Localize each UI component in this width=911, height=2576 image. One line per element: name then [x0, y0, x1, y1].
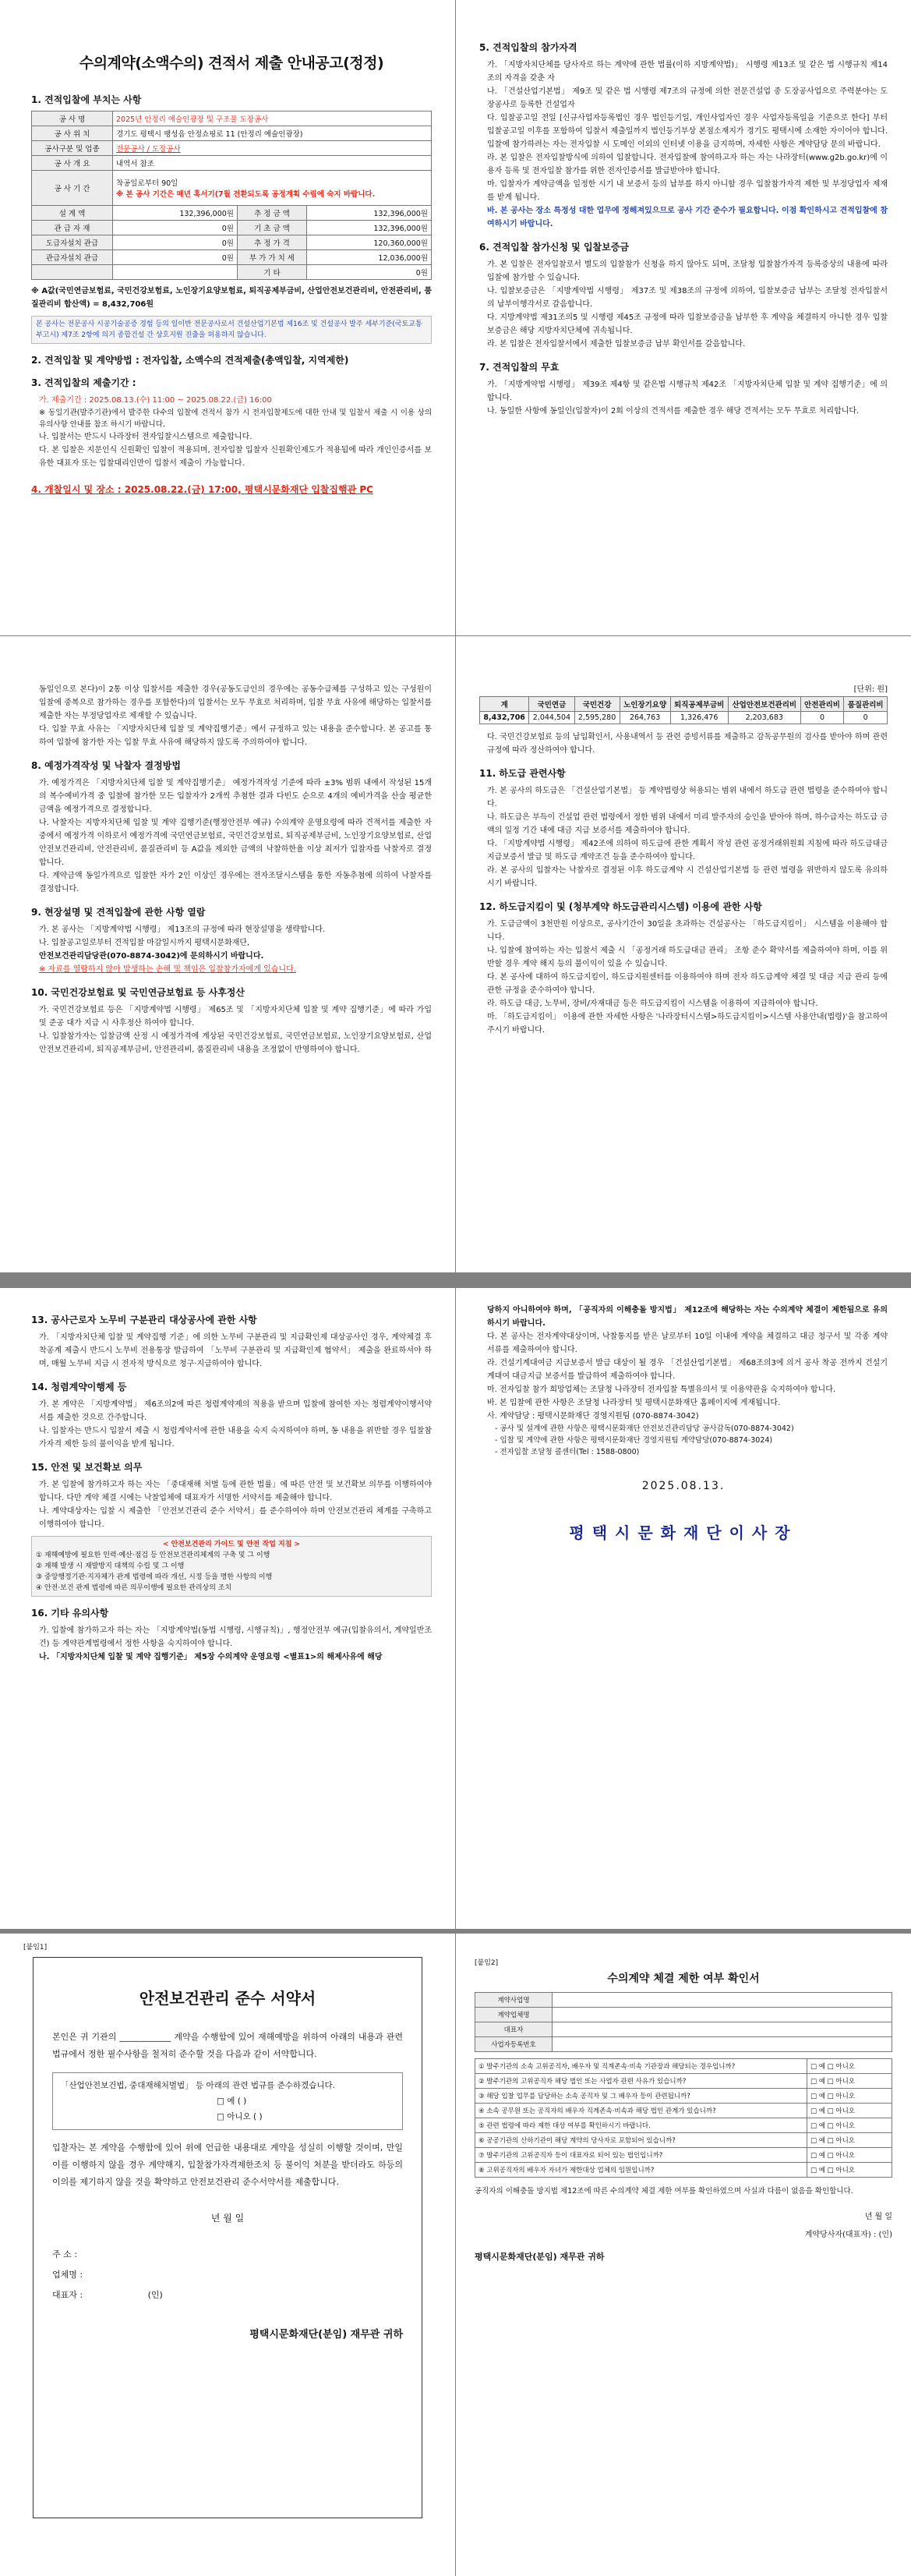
table-label: 공 사 위 치 — [32, 126, 113, 141]
contact-line: - 전자입찰 조달청 콜센터(Tel : 1588-0800) — [495, 1448, 640, 1456]
company-field[interactable]: 업체명 : — [52, 2270, 83, 2280]
body-text: 가. 예정가격은 「지방자치단체 입찰 및 계약집행기준」 예정가격작성 기준에 따라 ±3% 범위 내에서 작성된 15개의 복수예비가격 중 입찰에 참가한 모든 입찰자가 2개씩 추첨한 결과 다빈도 순으로 4개의 예비가격을 산술 평균한 금액을 예정가격으로 결정합니다. — [39, 779, 432, 814]
yes-no-choice[interactable]: □ 예 □ 아니오 — [807, 2118, 892, 2133]
section-heading: 2. 견적입찰 및 계약방법 : 전자입찰, 소액수의 견적제출(총액입찰, 지역제한) — [31, 355, 349, 366]
section-heading: 13. 공사근로자 노무비 구분관리 대상공사에 관한 사항 — [31, 1315, 257, 1325]
document-title: 수의계약(소액수의) 견적서 제출 안내공고(정정) — [79, 55, 384, 72]
table-value: 12,036,000원 — [306, 250, 431, 265]
table-label: 기 초 금 액 — [237, 221, 306, 235]
section-heading: 16. 기타 유의사항 — [31, 1608, 109, 1619]
representative-field[interactable]: 대표자 : — [52, 2290, 83, 2300]
table-input[interactable] — [553, 2008, 892, 2022]
body-text: 가. 「지방자치단체 입찰 및 계약집행 기준」에 의한 노무비 구분관리 및 지급확인제 대상공사인 경우, 계약체결 후 착공계 제출시 반드시 노무비 전용통장 발급하여 「노무비 구분관리 및 지급확인제 협약서」 제출을 완료하셔야 하며, 매월 노무비 지급 시 전자적 방식으로 청구·지급하여야 합니다. — [39, 1333, 432, 1368]
no-checkbox[interactable]: □ 아니오 ( ) — [217, 2112, 263, 2121]
organization-name: 평택시문화재단이사장 — [569, 1523, 798, 1542]
yes-checkbox[interactable]: □ 예 ( ) — [217, 2097, 247, 2106]
table-value: 내역서 참조 — [113, 156, 432, 171]
body-text: 바. 본 공사는 장소 특정성 대한 업무에 정해져있으므로 공사 기간 준수가 필요합니다. 이점 확인하시고 견적입찰에 참여하시기 바랍니다. — [487, 207, 888, 228]
body-text: 마. 입찰자가 계약금액을 일정한 시기 내 보증서 등의 납부를 하지 아니할 경우 입찰참가자격 제한 및 부정당업자 제재를 받게 됩니다. — [487, 180, 888, 202]
table-cell: 0 — [800, 712, 844, 724]
yes-no-choice[interactable]: □ 예 □ 아니오 — [807, 2163, 892, 2178]
table-header: 국민건강 — [574, 697, 620, 712]
table-value: 120,360,000원 — [306, 235, 431, 250]
body-text: 라. 본 입찰은 전자입찰방식에 의하여 입찰합니다. 전자입찰에 참여하고자 하는 자는 나라장터(www.g2b.go.kr)에 이용자 등록 및 전자입찰 참가를 위한 전자인증서를 발급받아야 합니다. — [487, 154, 888, 175]
table-label: 관급자설치 관급 — [32, 250, 113, 265]
bid-info-table — [31, 111, 432, 280]
pledge-form — [33, 1957, 422, 2518]
section-heading: 14. 청렴계약이행제 등 — [31, 1382, 127, 1392]
addressee: 평택시문화재단(분임) 재무관 귀하 — [475, 2252, 605, 2262]
pledge-body-2: 입찰자는 본 계약을 수행함에 있어 위에 언급한 내용대로 계약을 성실히 이행할 것이며, 만일 이를 이행하지 않을 경우 계약해지, 입찰참가자격제한조치 등 불이익 처분을 받더라도 하등의 이의를 제기하지 않을 것을 확약하고 안전보건관리 준수서약서를 제출합니다. — [52, 2143, 403, 2187]
signature-line[interactable]: 계약당사자(대표자) : (인) — [804, 2231, 892, 2239]
body-text: 가. 국민건강보험료 등은 「지방계약법 시행령」 제65조 및 「지방자치단체 입찰 및 계약 집행기준」에 따라 가입 및 준공 대가 지급 시 사후정산 하여야 합니다. — [39, 1006, 432, 1028]
body-text: 바. 본 입찰에 관한 사항은 조달청 나라장터 및 평택시문화재단 홈페이지에 게재됩니다. — [487, 1399, 781, 1407]
table-label: 계약업체명 — [475, 2008, 553, 2022]
body-text: 가. 본 계약은 「지방계약법」 제6조의2에 따른 청렴계약제의 적용을 받으며 입찰에 참여한 자는 청렴계약이행서약서를 제출한 것으로 간주합니다. — [39, 1400, 432, 1422]
yes-no-choice[interactable]: □ 예 □ 아니오 — [807, 2133, 892, 2148]
restriction-item: ⑤ 관련 법령에 따라 제한 대상 여부를 확인하시기 바랍니다. — [475, 2118, 807, 2133]
body-text: 다. 본 공사는 전자계약대상이며, 낙찰통지를 받은 날로부터 10일 이내에 계약을 체결하고 대금 청구서 및 각종 계약 서류를 제출하여야 합니다. — [487, 1332, 888, 1354]
table-input[interactable] — [553, 1993, 892, 2008]
contact-line: - 공사 및 설계에 관한 사항은 평택시문화재단 안전보건관리담당 공사감독(070-8874-3042) — [495, 1424, 794, 1433]
seal-mark: (인) — [147, 2290, 163, 2300]
table-value: 132,396,000원 — [306, 221, 431, 235]
box-item: ④ 안전·보건 관계 법령에 따른 의무이행에 필요한 관리상의 조치 — [36, 1584, 232, 1592]
yes-no-choice[interactable]: □ 예 □ 아니오 — [807, 2089, 892, 2104]
restriction-item: ⑧ 고위공직자의 배우자 자녀가 제한대상 업체의 임원입니까? — [475, 2163, 807, 2178]
table-label: 계약사업명 — [475, 1993, 553, 2008]
section-heading: 11. 하도급 관련사항 — [479, 768, 566, 779]
section-heading: 6. 견적입찰 참가신청 및 입찰보증금 — [479, 242, 629, 253]
table-label: 사업자등록번호 — [475, 2037, 553, 2052]
table-label: 설 계 액 — [32, 206, 113, 221]
body-text: 다. 계약금액 동일가격으로 입찰한 자가 2인 이상인 경우에는 전자조달시스템을 통한 자동추첨에 의하여 낙찰자를 결정합니다. — [39, 872, 432, 893]
date-line: 년 월 일 — [864, 2213, 892, 2221]
body-text: 마. 「하도급지킴이」 이용에 관한 자세한 사항은 '나라장터시스템>하도급지킴이>시스템 사용안내(법령)'을 참고하여 주시기 바랍니다. — [487, 1013, 888, 1035]
table-label: 도급자설치 관급 — [32, 235, 113, 250]
body-text: 라. 본 입찰은 전자입찰서에서 제출한 입찰보증금 납부 확인서를 갈음합니다. — [487, 340, 746, 349]
section-heading: 3. 견적입찰의 제출기간 : — [31, 377, 136, 388]
table-label: 추 정 금 액 — [237, 206, 306, 221]
table-cell: 2,203,683 — [728, 712, 800, 724]
section-heading: 1. 견적입찰에 부치는 사항 — [31, 94, 142, 105]
body-text: 나. 입찰보증금은 「지방계약법 시행령」 제37조 및 제38조의 규정에 의하여, 입찰보증금 납부는 조달청 전자입찰서의 납부이행각서로 갈음합니다. — [487, 287, 888, 309]
restriction-item: ⑥ 공공기관의 산하기관이 해당 계약의 당사자로 포함되어 있습니까? — [475, 2133, 807, 2148]
body-text: 가. 「지방자치단체를 당사자로 하는 계약에 관한 법률(이하 지방계약법)」 시행령 제13조 및 같은 법 시행규칙 제14조의 자격을 갖춘 자 — [487, 61, 888, 83]
addressee: 평택시문화재단(분임) 재무관 귀하 — [249, 2329, 403, 2341]
body-text: 사. 계약담당 : 평택시문화재단 경영지원팀 (070-8874-3042) — [487, 1412, 699, 1421]
body-text: 라. 건설기계대여금 지급보증서 발급 대상이 될 경우 「건설산업기본법」 제68조의3에 의거 공사 착공 전까지 건설기계대여 대금지급 보증서를 발급하여 제출하여야 합니다. — [487, 1359, 888, 1381]
body-text: 나. 입찰서는 반드시 나라장터 전자입찰시스템으로 제출합니다. — [39, 433, 252, 441]
body-text: 다. 입찰공고일 전일 [신규사업자등록법인 경우 법인등기일, 개인사업자인 경우 사업자등록일을 기준으로 한다] 부터 입찰공고일 이후를 포함하여 입찰서 제출일까지 법인등기부상 본점소재지가 경기도 평택시에 소재한 자이어야 합니다. 입찰에 참가하려는 자는 전자입찰 시 도메인 이외의 인터넷 이용을 금지하며, 자세한 사항은 계약담당 문의 바랍니다. — [487, 114, 888, 149]
body-text: 동일인으로 본다)이 2통 이상 입찰서를 제출한 경우(공동도급인의 경우에는 공동수급체를 구성하고 있는 구성원이 입찰에 중복으로 참가하는 경우를 포함한다)의 입찰서는 모두 무효로 처리하며, 입찰 무효 사유에 해당하는 입찰서를 제출한 자는 부정당업자로 제재할 수 있습니다. — [39, 685, 432, 720]
page-1 — [0, 0, 455, 635]
body-text: 가. 본 입찰에 참가하고자 하는 자는 「중대재해 처벌 등에 관한 법률」에 따른 안전 및 보건확보 의무를 이행하여야 합니다. 다만 계약 체결 시에는 낙찰업체에 대표자가 서명한 서약서를 제출해야 합니다. — [39, 1481, 432, 1502]
yes-no-choice[interactable]: □ 예 □ 아니오 — [807, 2074, 892, 2089]
body-text: 다. 본 공사에 대하여 하도급지킴이, 하도급지원센터를 이용하여야 하며 전자 하도급계약 체결 및 대금 지급 관리 등에 관한 규정을 준수하여야 합니다. — [487, 973, 888, 995]
table-header: 노인장기요양 — [620, 697, 670, 712]
table-input[interactable] — [553, 2037, 892, 2052]
body-text: ※ 동일기관(발주기관)에서 발주한 다수의 입찰에 견적서 참가 시 전자입찰제도에 대한 안내 및 입찰서 제출 시 이용 상의 유의사항 안내를 참조 하시기 바랍니다. — [39, 409, 432, 429]
table-cell: 264,763 — [620, 712, 670, 724]
body-text: 나. 「지방자치단체 입찰 및 계약 집행기준」 제5장 수의계약 운영요령 <별표1>의 해제사유에 해당 — [39, 1653, 383, 1661]
safety-guide-box — [31, 1536, 432, 1597]
table-header: 국민연금 — [529, 697, 574, 712]
body-text: 나. 하도급은 부득이 건설업 관련 법령에서 정한 범위 내에서 미리 발주자의 승인을 받아야 하며, 하수급자는 하도급 금액의 일정 기간 내에 대금 지급 보증서를 제출하여야 합니다. — [487, 813, 888, 835]
table-value — [113, 265, 238, 280]
table-value: 0원 — [306, 265, 431, 280]
body-text: 나. 동일한 사항에 동일인(입찰자)이 2회 이상의 견적서를 제출한 경우 해당 견적서는 모두 무효로 처리합니다. — [487, 407, 860, 416]
yes-no-choice[interactable]: □ 예 □ 아니오 — [807, 2148, 892, 2163]
table-value: 0원 — [113, 235, 238, 250]
page-7 — [0, 1934, 455, 2576]
a-value-line: ※ A값(국민연금보험료, 국민건강보험료, 노인장기요양보험료, 퇴직공제부금비, 산업안전보건관리비, 안전관리비, 품질관리비 합산액) = 8,432,706원 — [31, 287, 432, 309]
blue-note: 본 공사는 전문공사 시공기술공증 경험 등의 일이반 전문공사로서 건설산업기본법 제16조 및 건설공사 발주 세부기준(국토교통부고시) 제7조 2항에 의거 종합건설 간 상호지원 진출을 허용하지 않습니다. — [31, 316, 432, 344]
yes-no-choice[interactable]: □ 예 □ 아니오 — [807, 2104, 892, 2118]
section-heading: 10. 국민건강보험료 및 국민연금보험료 등 사후정산 — [31, 987, 245, 998]
table-label: 공사구분 및 업종 — [32, 141, 113, 156]
body-text: 라. 본 공사의 입찰자는 낙찰자로 결정된 이후 하도급계약 시 건설산업기본법 등 관련 법령을 위반하지 않도록 유의하시기 바랍니다. — [487, 866, 888, 888]
pledge-check-box — [52, 2072, 403, 2130]
body-text: 안전보건관리담당관(070-8874-3042)에 문의하시기 바랍니다. — [39, 952, 264, 961]
section-heading: 7. 견적입찰의 무효 — [479, 362, 560, 373]
pledge-title: 안전보건관리 준수 서약서 — [139, 1989, 316, 2008]
table-cell: 8,432,706 — [480, 712, 529, 724]
contact-line: - 입찰 및 계약에 관한 사항은 평택시문화재단 경영지원팀 계약담당(070-8874-3024) — [495, 1436, 773, 1445]
restriction-item: ⑦ 발주기관의 고위공직자 등이 대표자로 되어 있는 법인입니까? — [475, 2148, 807, 2163]
table-label: 공 사 개 요 — [32, 156, 113, 171]
table-value: 132,396,000원 — [113, 206, 238, 221]
table-label: 공 사 명 — [32, 111, 113, 126]
body-text: 다. 입찰 무효 사유는 「지방자치단체 입찰 및 계약집행기준」에서 규정하고 있는 내용을 준수합니다. 본 공고를 통하여 입찰에 참가한 자는 입찰 무효 사유에 해당하지 않도록 주의하여야 합니다. — [39, 725, 432, 747]
body-text: 가. 본 입찰은 전자입찰로서 별도의 입찰참가 신청을 하지 않아도 되며, 조달청 입찰참가자격 등록증상의 내용에 따라 입찰에 참가할 수 있습니다. — [487, 260, 888, 282]
page-6 — [456, 1288, 911, 1929]
unit-label: [단위: 원] — [853, 685, 888, 694]
restriction-table — [475, 2058, 892, 2178]
table-label: 대표자 — [475, 2022, 553, 2037]
yes-no-choice[interactable]: □ 예 □ 아니오 — [807, 2059, 892, 2074]
body-text: 다. 「지방계약법 시행령」 제42조에 의하여 하도급에 관한 계획서 작성 관련 공정거래위원회 지침에 따라 하도급대금 지급보증서 발급 및 하도급 계약조건 등을 준수하여야 합니다. — [487, 840, 888, 862]
table-header: 안전관리비 — [800, 697, 844, 712]
table-cell: 2,595,280 — [574, 712, 620, 724]
table-label: 관 급 자 재 — [32, 221, 113, 235]
page-4 — [456, 636, 911, 1272]
table-label: 추 정 가 격 — [237, 235, 306, 250]
page-5 — [0, 1288, 455, 1929]
body-text: 다. 국민건강보험료 등의 납입확인서, 사용내역서 등 관련 증빙서류를 제출하고 감독공무원의 검사를 받아야 하며 관련 규정에 따라 정산하여야 합니다. — [487, 733, 888, 755]
table-cell: 2,044,504 — [529, 712, 574, 724]
body-text: 다. 본 입찰은 지문인식 신원확인 입찰이 적용되며, 전자입찰 입찰자 신원확인제도가 적용됨에 따라 개인인증서를 보유한 대표자 또는 입찰대리인만이 입찰서 제출이 가능합니다. — [39, 446, 432, 468]
table-header: 품질관리비 — [844, 697, 888, 712]
attachment-label: [붙임2] — [475, 1959, 499, 1967]
body-text: 가. 입찰에 참가하고자 하는 자는 「지방계약법(동법 시행령, 시행규칙)」, 행정안전부 예규(입찰유의서, 계약일반조건) 등 계약관계법령에서 정한 사항을 숙지하여야 합니다. — [39, 1626, 432, 1648]
table-input[interactable] — [553, 2022, 892, 2037]
table-label: 부 가 가 치 세 — [237, 250, 306, 265]
body-text: 가. 도급금액이 3천만원 이상으로, 공사기간이 30일을 초과하는 건설공사는 「하도급지킴이」 시스템을 이용해야 합니다. — [487, 920, 888, 942]
body-text: 나. 계약대상자는 입찰 시 제출한 「안전보건관리 준수 서약서」를 준수하여야 하며 안전보건관리 체계를 구축하고 이행하여야 합니다. — [39, 1507, 432, 1529]
check-question: 「산업안전보건법, 중대재해처벌법」 등 아래의 관련 법규를 준수하겠습니다. — [61, 2081, 335, 2090]
page-8 — [456, 1934, 911, 2576]
body-text: 당하지 아니하여야 하며, 「공직자의 이해충돌 방지법」 제12조에 해당하는 자는 수의계약 체결이 제한됨으로 유의하시기 바랍니다. — [487, 1306, 888, 1328]
body-text: 나. 입찰공고일로부터 견적입찰 마감일시까지 평택시문화재단, — [39, 939, 250, 947]
address-field[interactable]: 주 소 : — [52, 2249, 77, 2259]
period-note: ※ 본 공사 기간은 매년 혹서기(7월 전환되도록 공정계획 수립에 숙지 바랍니다. — [116, 190, 376, 199]
table-label: 공 사 기 간 — [32, 171, 113, 206]
restriction-item: ④ 소속 공무원 또는 공직자의 배우자 직계존속·비속과 해당 법인 관계가 있습니까? — [475, 2104, 807, 2118]
period-text: 착공일로부터 90일 — [116, 179, 178, 188]
section-heading: 4. 개찰일시 및 장소 : 2025.08.22.(금) 17:00, 평택시문화재단 입찰집행관 PC — [31, 484, 373, 495]
box-item: ② 재해 발생 시 재발방지 대책의 수립 및 그 이행 — [36, 1562, 185, 1570]
section-heading: 9. 현장설명 및 견적입찰에 관한 사항 열람 — [31, 907, 206, 918]
table-header: 계 — [480, 697, 529, 712]
contract-info-table — [475, 1992, 892, 2052]
body-text: 나. 입찰참가자는 입찰금액 산정 시 예정가격에 계상된 국민건강보험료, 국민연금보험료, 노인장기요양보험료, 산업안전보건관리비, 퇴직공제부금비, 안전관리비, 품질관리비 내용을 조정없이 반영하여야 합니다. — [39, 1032, 432, 1054]
table-value: 132,396,000원 — [306, 206, 431, 221]
body-text: 나. 낙찰자는 지방자치단체 입찰 및 계약 집행기준(행정안전부 예규) 수의계약 운영요령에 따라 견적서를 제출한 자 중에서 예정가격 이하로서 예정가격에 국민연금보험료, 국민건강보험료, 퇴직공제부금비, 노인장기요양보험료, 산업안전보건관리비, 안전관리비, 품질관리비 등 A값을 제외한 금액의 낙찰하한율 이상 최저가 입찰자를 낙찰자로 결정합니다. — [39, 819, 432, 867]
submit-period: 가. 제출기간 : 2025.08.13.(수) 11:00 ~ 2025.08.22.(금) 16:00 — [39, 396, 272, 405]
section-heading: 5. 견적입찰의 참가자격 — [479, 42, 577, 53]
pledge-body: 본인은 귀 기관의 ____________ 계약을 수행함에 있어 재해예방을 위하여 아래의 내용과 관련 법규에서 정한 필수사항을 철저히 준수할 것을 다음과 같이 서약합니다. — [52, 2032, 403, 2059]
attachment-label: [붙임1] — [23, 1944, 48, 1951]
table-header: 퇴직공제부금비 — [670, 697, 728, 712]
table-value: 경기도 평택시 팽성읍 안정쇼핑로 11 (안정리 예술인광장) — [113, 126, 432, 141]
restriction-item: ② 발주기관의 고위공직자 해당 법인 또는 사업자 관련 사유가 있습니까? — [475, 2074, 807, 2089]
table-cell: 1,326,476 — [670, 712, 728, 724]
body-text: ※ 자료를 열람하지 않아 발생하는 손해 및 책임은 입찰참가자에게 있습니다. — [39, 965, 296, 974]
table-label — [32, 265, 113, 280]
section-heading: 8. 예정가격작성 및 낙찰자 결정방법 — [31, 760, 181, 771]
restriction-item: ③ 해당 입찰 업무를 담당하는 소속 공직자 및 그 배우자 등이 관련됩니까? — [475, 2089, 807, 2104]
issue-date: 2025.08.13. — [641, 1480, 726, 1492]
table-value — [113, 171, 432, 206]
page-3 — [0, 636, 455, 1272]
table-value: 2025년 안정리 예술인광장 및 구조물 도장공사 — [113, 111, 432, 126]
body-text: 가. 「지방계약법 시행령」 제39조 제4항 및 같은법 시행규칙 제42조 「지방자치단체 입찰 및 계약 집행기준」에 의합니다. — [487, 380, 888, 402]
table-value: 0원 — [113, 221, 238, 235]
section-heading: 15. 안전 및 보건확보 의무 — [31, 1462, 143, 1473]
body-text: 라. 하도급 대금, 노무비, 장비/자재대금 등은 하도급지킴이 시스템을 이용하여 지급하여야 합니다. — [487, 1000, 818, 1008]
signer-block — [52, 2245, 403, 2305]
check-form-title: 수의계약 체결 제한 여부 확인서 — [607, 1973, 760, 1985]
body-text: 나. 입찰자는 반드시 입찰서 제출 시 청렴계약서에 관한 내용을 숙지 숙지하여야 하며, 동 내용을 위반할 경우 입찰참가자격 제한 등의 불이익을 받게 됩니다. — [39, 1427, 432, 1449]
box-item: ① 재해예방에 필요한 인력·예산·점검 등 안전보건관리체계의 구축 및 그 이행 — [36, 1552, 270, 1559]
table-value: 0원 — [113, 250, 238, 265]
table-header: 산업안전보건관리비 — [728, 697, 800, 712]
section-heading: 12. 하도급지킴이 및 (청부계약 하도급관리시스템) 이용에 관한 사항 — [479, 901, 762, 912]
body-text: 가. 본 공사의 하도급은 「건설산업기본법」 등 계약법령상 허용되는 범위 내에서 하도급 관련 법령을 준수하여야 합니다. — [487, 787, 888, 809]
restriction-item: ① 발주기관의 소속 고위공직자, 배우자 및 직계존속·비속 기관장과 해당되는 경우입니까? — [475, 2059, 807, 2074]
footer-note: 공직자의 이해충돌 방지법 제12조에 따른 수의계약 체결 제한 여부를 확인하였으며 사실과 다름이 없음을 확인합니다. — [475, 2187, 853, 2196]
body-text: 나. 입찰에 참여하는 자는 입찰서 제출 시 「공정거래 하도급대금 관리」 조항 준수 확약서를 제출하여야 하며, 이를 위반할 경우 계약 해지 등의 불이익이 있을 수 있습니다. — [487, 947, 888, 968]
date-line: 년 월 일 — [210, 2213, 245, 2224]
body-text: 나. 「건설산업기본법」 제9조 및 같은 법 시행령 제7조의 규정에 의한 전문건설업 중 도장공사업으로 주력분야는 도장공사로 등록한 건설업자 — [487, 87, 888, 109]
table-cell: 0 — [844, 712, 888, 724]
box-item: ③ 중앙행정기관·지자체가 관계 법령에 따라 개선, 시정 등을 명한 사항의 이행 — [36, 1573, 273, 1581]
page-2 — [456, 0, 911, 635]
table-value: 전문공사 / 도장공사 — [113, 141, 432, 156]
body-text: 가. 본 공사는 「지방계약법 시행령」 제13조의 규정에 따라 현장설명을 생략합니다. — [39, 925, 326, 934]
body-text: 다. 지방계약법 제31조의5 및 시행령 제45조 규정에 따라 입찰보증금을 납부한 후 계약을 체결하지 아니한 경우 입찰보증금은 해당 지방자치단체에 귀속됩니다. — [487, 313, 888, 335]
table-label: 기 타 — [237, 265, 306, 280]
body-text: 마. 전자입찰 참가 희망업체는 조달청 나라장터 전자입찰 특별유의서 및 이용약관을 숙지하여야 합니다. — [487, 1385, 836, 1394]
insurance-table — [479, 696, 888, 724]
box-title: < 안전보건관리 가이드 및 안전 작업 지침 > — [162, 1541, 301, 1548]
